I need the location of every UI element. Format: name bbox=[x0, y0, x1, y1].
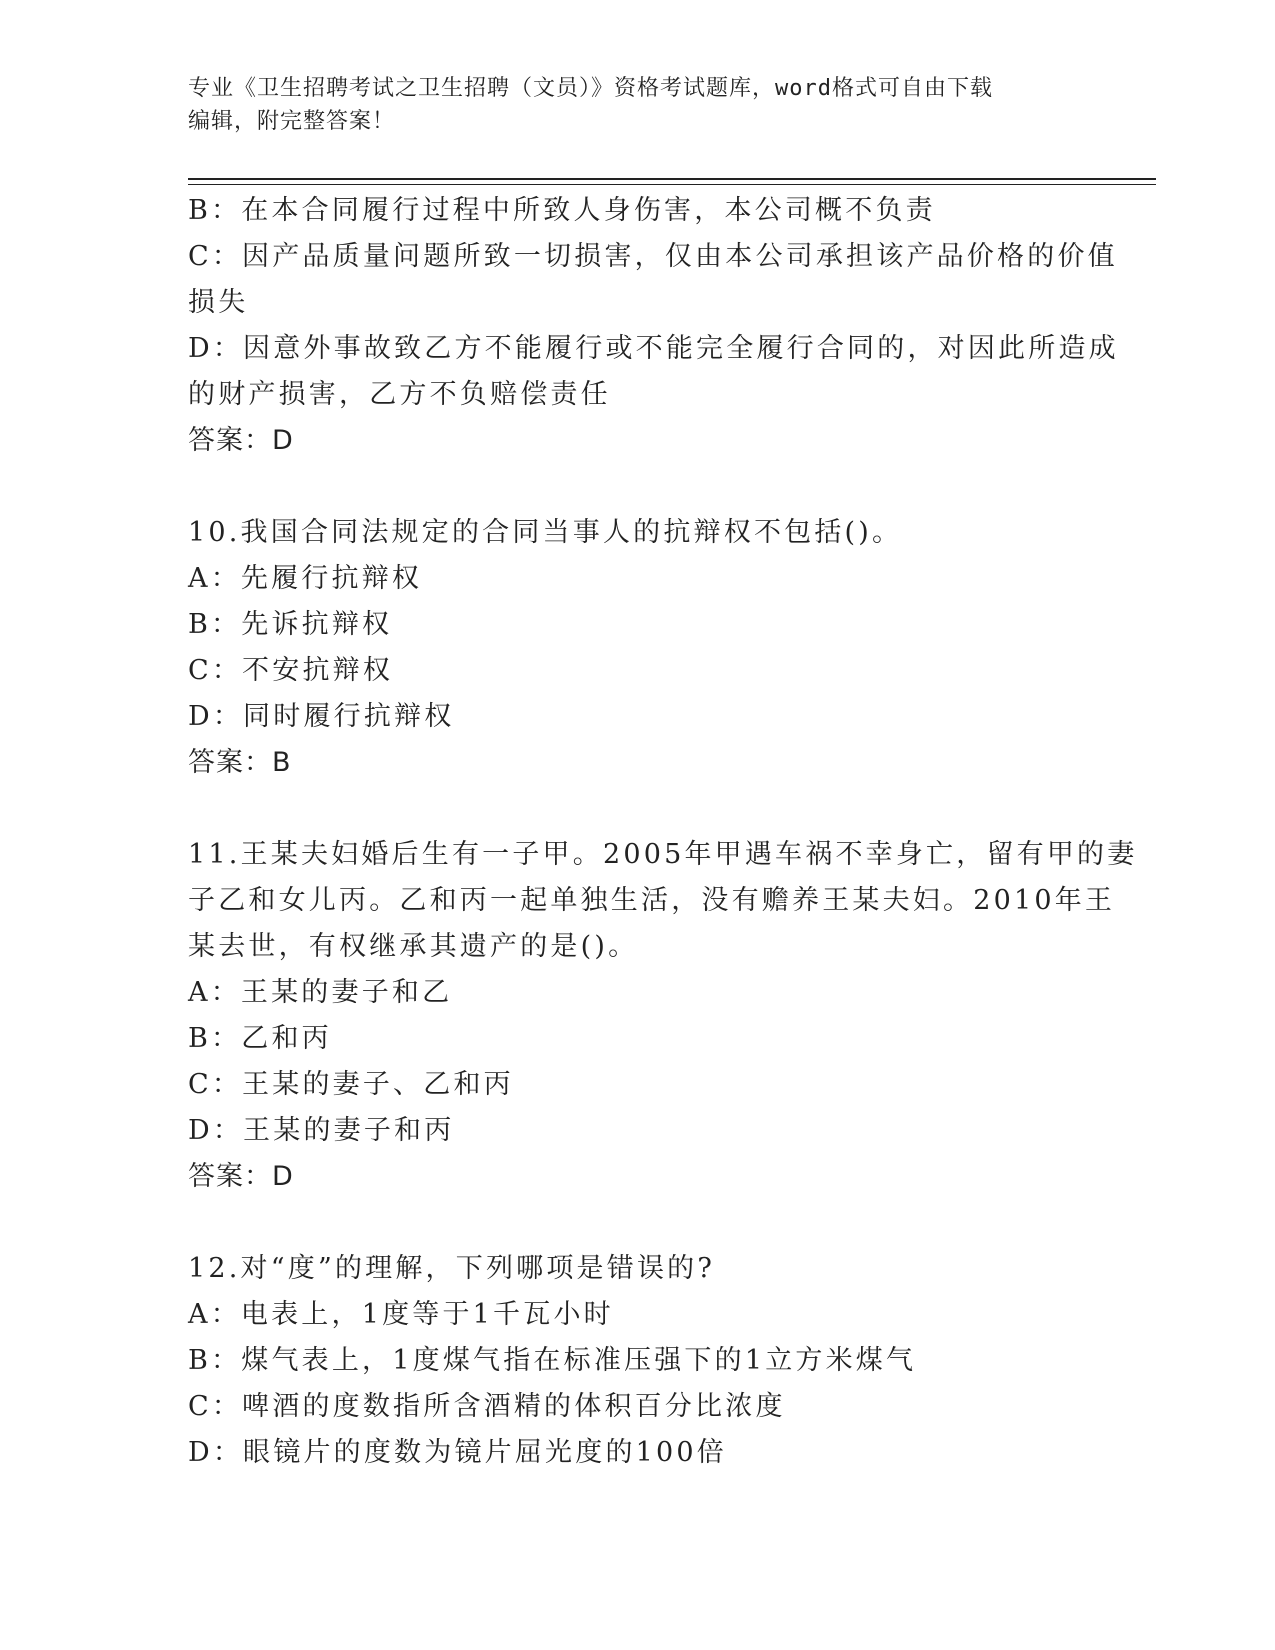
header-rule-thin bbox=[188, 184, 1156, 185]
option-b: B：先诉抗辩权 bbox=[188, 609, 393, 640]
question-text-line-2: 子乙和女儿丙。乙和丙一起单独生活，没有赡养王某夫妇。2010年王 bbox=[188, 885, 1116, 916]
question-text-line-1: 11.王某夫妇婚后生有一子甲。2005年甲遇车祸不幸身亡，留有甲的妻 bbox=[188, 839, 1138, 870]
question-12 bbox=[188, 1246, 1088, 1476]
question-11 bbox=[188, 832, 1138, 1200]
spacer bbox=[188, 464, 1088, 510]
answer-line: 答案：B bbox=[188, 747, 292, 778]
spacer bbox=[188, 786, 1088, 832]
option-a: A：电表上，1度等于1千瓦小时 bbox=[188, 1299, 614, 1330]
option-c: C：王某的妻子、乙和丙 bbox=[188, 1069, 514, 1100]
option-c-line-2: 损失 bbox=[188, 287, 249, 318]
header-line-1: 专业《卫生招聘考试之卫生招聘（文员）》资格考试题库，word格式可自由下载 bbox=[188, 76, 993, 101]
option-d-line-2: 的财产损害，乙方不负赔偿责任 bbox=[188, 379, 611, 410]
option-c-line-1: C：因产品质量问题所致一切损害，仅由本公司承担该产品价格的价值 bbox=[188, 241, 1118, 272]
spacer bbox=[188, 1200, 1088, 1246]
option-b: B：在本合同履行过程中所致人身伤害，本公司概不负责 bbox=[188, 195, 936, 226]
option-d: D：眼镜片的度数为镜片屈光度的100倍 bbox=[188, 1437, 727, 1468]
option-d-line-1: D：因意外事故致乙方不能履行或不能完全履行合同的，对因此所造成 bbox=[188, 333, 1119, 364]
option-c: C：啤酒的度数指所含酒精的体积百分比浓度 bbox=[188, 1391, 786, 1422]
answer-line: 答案：D bbox=[188, 1161, 294, 1192]
question-text: 10.我国合同法规定的合同当事人的抗辩权不包括()。 bbox=[188, 517, 903, 548]
question-10 bbox=[188, 510, 1088, 786]
option-a: A：先履行抗辩权 bbox=[188, 563, 423, 594]
header-rule-thick bbox=[188, 178, 1156, 180]
header-line-2: 编辑，附完整答案！ bbox=[188, 109, 396, 134]
option-b: B：乙和丙 bbox=[188, 1023, 332, 1054]
option-c: C：不安抗辩权 bbox=[188, 655, 394, 686]
answer-line: 答案：D bbox=[188, 425, 294, 456]
option-a: A：王某的妻子和乙 bbox=[188, 977, 453, 1008]
question-text-line-3: 某去世，有权继承其遗产的是()。 bbox=[188, 931, 639, 962]
option-b: B：煤气表上，1度煤气指在标准压强下的1立方米煤气 bbox=[188, 1345, 917, 1376]
page-header bbox=[188, 72, 1088, 138]
option-d: D：同时履行抗辩权 bbox=[188, 701, 455, 732]
question-content bbox=[188, 188, 1138, 1476]
question-text: 12.对“度”的理解，下列哪项是错误的? bbox=[188, 1253, 716, 1284]
option-d: D：王某的妻子和丙 bbox=[188, 1115, 455, 1146]
question-9-tail bbox=[188, 188, 1119, 464]
